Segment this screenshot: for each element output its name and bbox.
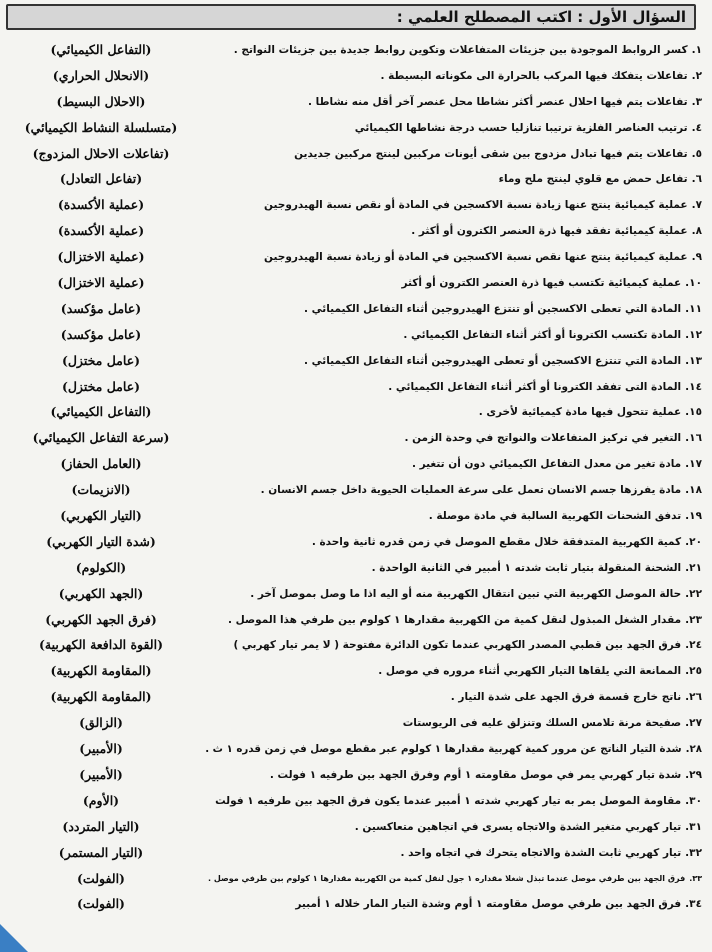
question-statement: تدفق الشحنات الكهربية السالبة في مادة موصلة . [428,510,682,523]
answer-term: (الفولت) [77,896,125,912]
question-statement: شدة التيار الناتج عن مرور كمية كهربية مقدارها ١ كولوم عبر مقطع موصل في زمن قدره ١ ث . [205,743,682,756]
answer-term: (متسلسلة النشاط الكيميائي) [24,119,178,135]
list-item [6,789,706,815]
item-number: ٣. [691,95,702,108]
item-number: ٦. [691,173,702,186]
list-item [6,608,706,634]
question-text [202,429,702,447]
list-item [6,582,706,608]
question-text [202,326,702,344]
question-statement: الشحنة المنقولة بتيار ثابت شدته ١ أمبير في الثانية الواحدة . [371,561,682,574]
question-statement: عملية تتحول فيها مادة كيميائية لأخرى . [478,406,682,419]
list-item [6,659,706,685]
item-number: ٢١. [685,561,702,574]
question-text [202,274,702,292]
list-item [6,737,706,763]
question-text [202,403,702,421]
answer-term: (الأمبير) [79,766,123,782]
item-number: ٢٢. [685,587,702,600]
item-number: ٤. [691,121,702,134]
item-number: ١٤. [685,380,702,393]
item-number: ٩. [691,251,702,264]
question-statement: مادة تغير من معدل التفاعل الكيميائي دون أن تتغير . [411,458,682,471]
question-statement: شدة تيار كهربي يمر في موصل مقاومته ١ أوم وفرق الجهد بين طرفيه ١ فولت . [269,768,682,781]
item-number: ٣٤. [685,898,702,911]
question-text [202,481,702,499]
question-text [202,611,702,629]
list-item [6,763,706,789]
item-number: ١٠. [685,277,702,290]
question-statement: المادة التي تنتزع الاكسجين أو تعطى الهيدروجين أثناء التفاعل الكيميائي . [304,354,682,367]
item-number: ٣٣. [689,873,702,883]
answer-term: (الانحلال الحراري) [52,67,150,83]
answer-term: (التفاعل الكيميائي) [50,404,152,420]
question-title: السؤال الأول : اكتب المصطلح العلمي : [396,8,686,26]
worksheet-page [6,4,706,948]
item-number: ١٨. [685,484,702,497]
answer-term: (الانزيمات) [71,482,131,498]
question-text [202,455,702,473]
item-number: ٢٨. [685,743,702,756]
answer-term: (عامل مؤكسد) [60,300,142,316]
answer-term: (عامل مختزل) [61,378,141,394]
question-header [6,4,696,30]
answer-term: (التيار المستمر) [58,844,144,860]
item-number: ٨. [691,225,702,238]
question-text [202,352,702,370]
terms-list [6,38,706,918]
answer-term: (الأوم) [82,792,120,808]
question-text [202,300,702,318]
item-number: ٢٦. [685,691,702,704]
question-text [202,67,702,85]
answer-term: (المقاومة الكهربية) [50,663,152,679]
item-number: ٢٧. [685,717,702,730]
question-statement: عملية كيميائية تفقد فيها ذرة العنصر الكترون أو أكثر . [411,225,688,238]
answer-term: (التيار المتردد) [62,818,140,834]
answer-term: (فرق الجهد الكهربي) [45,611,157,627]
question-statement: عملية كيميائية ينتج عنها زيادة نسبة الاكسجين في المادة أو نقص نسبة الهيدروجين [264,199,688,212]
question-statement: كسر الروابط الموجودة بين جزيئات المتفاعلات وتكوين روابط جديدة بين جزيئات النواتج . [233,44,688,56]
list-item [6,142,706,168]
answer-term: (سرعة التفاعل الكيميائي) [32,430,170,446]
list-item [6,116,706,142]
question-statement: تفاعل حمض مع قلوي لينتج ملح وماء [498,173,688,186]
list-item [6,478,706,504]
list-item [6,271,706,297]
question-text [202,818,702,836]
item-number: ١٩. [685,510,702,523]
answer-term: (العامل الحفاز) [60,456,142,472]
answer-term: (تفاعل التعادل) [59,171,143,187]
question-text [202,559,702,577]
item-number: ٣١. [685,820,702,833]
question-text [202,585,702,603]
item-number: ١٣. [685,354,702,367]
list-item [6,556,706,582]
item-number: ٢. [691,69,702,82]
answer-term: (الاحلال البسيط) [56,93,146,109]
answer-term: (عملية الأكسدة) [57,223,145,239]
question-text [202,93,702,111]
item-number: ١٧. [685,458,702,471]
answer-term: (الجهد الكهربي) [58,585,144,601]
list-item [6,815,706,841]
list-item [6,452,706,478]
question-text [202,222,702,240]
question-statement: مقاومة الموصل يمر به تيار كهربي شدته ١ أمبير عندما يكون فرق الجهد بين طرفيه ١ فولت [215,794,682,807]
question-text [202,170,702,188]
list-item [6,349,706,375]
item-number: ٣٢. [685,846,702,859]
list-item [6,38,706,64]
question-statement: تفاعلات يتم فيها احلال عنصر أكثر نشاطا محل عنصر آخر أقل منه نشاطا . [308,95,688,108]
question-text [202,714,702,732]
item-number: ١٥. [685,406,702,419]
question-text [202,533,702,551]
question-statement: عملية كيميائية ينتج عنها نقص نسبة الاكسجين في المادة أو زيادة نسبة الهيدروجين [264,251,688,264]
question-text [202,636,702,654]
answer-term: (الكولوم) [75,559,127,575]
list-item [6,426,706,452]
list-item [6,504,706,530]
list-item [6,867,706,893]
question-text [202,895,702,913]
question-text [202,507,702,525]
question-statement: مادة يفرزها جسم الانسان تعمل على سرعة العمليات الحيوية داخل جسم الانسان . [260,484,682,497]
item-number: ٣٠. [685,794,702,807]
list-item [6,841,706,867]
question-text [202,196,702,214]
item-number: ١. [691,44,702,56]
question-statement: فرق الجهد بين طرفي موصل عندما تبذل شغلا مقداره ١ جول لنقل كمية من الكهربية مقدارها ١ كولوم بين طرفي موصل . [208,873,686,883]
question-statement: عملية كيميائية تكتسب فيها ذرة العنصر الكترون أو أكثر [401,277,682,290]
item-number: ٧. [691,199,702,212]
list-item [6,892,706,918]
item-number: ٢٠. [685,535,702,548]
question-text [202,248,702,266]
answer-term: (الفولت) [77,870,125,886]
answer-term: (الزالق) [79,715,123,731]
answer-term: (عملية الاختزال) [57,275,145,291]
item-number: ١٦. [685,432,702,445]
answer-term: (التيار الكهربي) [60,508,142,524]
question-statement: تفاعلات يتفكك فيها المركب بالحرارة الى مكوناته البسيطة . [380,69,688,82]
answer-term: (شدة التيار الكهربي) [46,533,156,549]
question-text [202,740,702,758]
list-item [6,297,706,323]
question-statement: المادة التي تعطى الاكسجين أو تنتزع الهيدروجين أثناء التفاعل الكيميائي . [304,302,682,315]
question-statement: تيار كهربي متغير الشدة والاتجاه يسرى في اتجاهين متعاكسين . [354,820,682,833]
question-statement: صفيحة مرنة تلامس السلك وتنزلق عليه فى الريوستات [402,717,682,730]
answer-term: (عامل مؤكسد) [60,326,142,342]
question-text [202,662,702,680]
question-statement: حالة الموصل الكهربية التي تبين انتقال الكهربية منه أو اليه اذا ما وصل بموصل آخر . [250,587,682,600]
list-item [6,375,706,401]
question-statement: كمية الكهربية المتدفقة خلال مقطع الموصل في زمن قدره ثانية واحدة . [311,535,682,548]
list-item [6,193,706,219]
question-text [202,688,702,706]
list-item [6,685,706,711]
question-text [202,119,702,137]
question-statement: تفاعلات يتم فيها تبادل مزدوج بين شقى أيونات مركبين لينتج مركبين جديدين [294,147,688,160]
question-text [202,145,702,163]
list-item [6,711,706,737]
answer-term: (الأمبير) [79,741,123,757]
question-statement: مقدار الشغل المبذول لنقل كمية من الكهربية مقدارها ١ كولوم بين طرفي هذا الموصل . [227,613,682,626]
answer-term: (المقاومة الكهربية) [50,689,152,705]
question-text [202,766,702,784]
list-item [6,323,706,349]
item-number: ٥. [691,147,702,160]
list-item [6,530,706,556]
list-item [6,400,706,426]
question-statement: الممانعة التي يلقاها التيار الكهربي أثناء مروره في موصل . [378,665,682,678]
list-item [6,633,706,659]
item-number: ٢٩. [685,768,702,781]
item-number: ١٢. [685,328,702,341]
question-statement: المادة تكتسب الكترونا أو أكثر أثناء التفاعل الكيميائي . [403,328,682,341]
list-item [6,219,706,245]
question-text [202,41,702,59]
list-item [6,245,706,271]
question-statement: المادة التى تفقد الكترونا أو أكثر أثناء التفاعل الكيميائي . [388,380,682,393]
list-item [6,64,706,90]
answer-term: (عملية الاختزال) [57,249,145,265]
question-text [202,378,702,396]
answer-term: (تفاعلات الاحلال المزدوج) [32,145,170,161]
answer-term: (عملية الأكسدة) [57,197,145,213]
question-statement: فرق الجهد بين طرفي موصل مقاومته ١ أوم وشدة التيار المار خلاله ١ أمبير [295,898,682,911]
list-item [6,167,706,193]
question-text [202,792,702,810]
question-statement: ناتج خارج قسمة فرق الجهد على شدة التيار . [450,691,682,704]
question-statement: تيار كهربي ثابت الشدة والاتجاه يتحرك في اتجاه واحد . [400,846,682,859]
item-number: ٢٣. [685,613,702,626]
item-number: ١١. [685,302,702,315]
list-item [6,90,706,116]
answer-term: (عامل مختزل) [61,352,141,368]
question-statement: ترتيب العناصر الفلزية ترتيبا تنازليا حسب درجة نشاطها الكيميائي [354,121,688,134]
question-text [202,844,702,862]
question-text [202,870,702,888]
question-statement: التغير في تركيز المتفاعلات والنواتج في وحدة الزمن . [404,432,682,445]
item-number: ٢٥. [685,665,702,678]
answer-term: (القوة الدافعة الكهربية) [39,637,163,653]
question-statement: فرق الجهد بين قطبي المصدر الكهربي عندما تكون الدائرة مفتوحة ( لا يمر تيار كهربي ) [233,639,682,652]
answer-term: (التفاعل الكيميائي) [50,42,152,57]
page-corner-decoration [0,924,28,952]
item-number: ٢٤. [685,639,702,652]
